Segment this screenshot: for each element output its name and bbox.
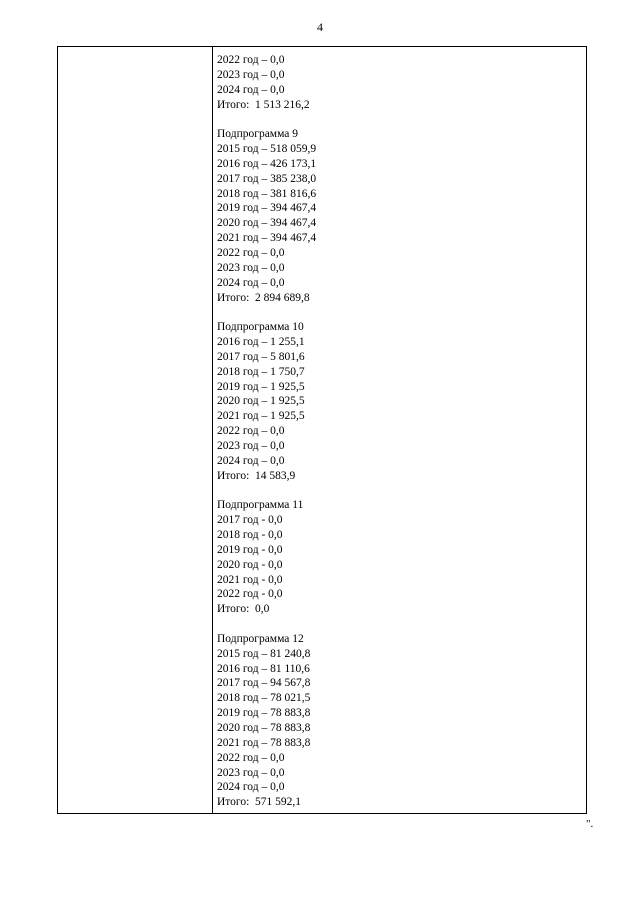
subprogram-total: Итого: 571 592,1 xyxy=(217,796,302,809)
funding-line: 2021 год – 394 467,4 xyxy=(217,232,317,245)
funding-line: 2016 год – 426 173,1 xyxy=(217,157,317,170)
funding-line: 2019 год – 394 467,4 xyxy=(217,202,317,215)
funding-table xyxy=(57,46,587,814)
funding-line: 2020 год - 0,0 xyxy=(217,558,283,571)
funding-line: 2022 год – 0,0 xyxy=(217,54,285,66)
subprogram-total: Итого: 0,0 xyxy=(217,603,270,616)
funding-line: 2023 год – 0,0 xyxy=(217,68,285,81)
funding-line: 2021 год - 0,0 xyxy=(217,573,283,586)
subprogram-block xyxy=(217,320,582,483)
funding-line: 2017 год – 5 801,6 xyxy=(217,350,305,363)
subprogram-block xyxy=(217,498,582,617)
blank-line xyxy=(217,483,582,498)
funding-line: 2015 год – 81 240,8 xyxy=(217,647,311,660)
closing-quote-mark: ". xyxy=(586,818,594,830)
funding-line: 2022 год - 0,0 xyxy=(217,588,283,601)
funding-line: 2024 год – 0,0 xyxy=(217,276,285,289)
funding-line: 2022 год – 0,0 xyxy=(217,751,285,764)
subprogram-list xyxy=(217,112,582,810)
funding-line: 2020 год – 394 467,4 xyxy=(217,217,317,230)
funding-line: 2019 год – 78 883,8 xyxy=(217,707,311,720)
funding-line: 2015 год – 518 059,9 xyxy=(217,143,317,156)
subprogram-title: Подпрограмма 12 xyxy=(217,632,304,645)
funding-line: 2018 год – 78 021,5 xyxy=(217,692,311,705)
funding-line: 2016 год – 81 110,6 xyxy=(217,662,310,675)
funding-line: 2018 год – 1 750,7 xyxy=(217,365,305,378)
funding-line: Итого: 1 513 216,2 xyxy=(217,98,310,111)
subprogram-block xyxy=(217,127,582,305)
continuation-block xyxy=(217,53,582,112)
subprogram-title: Подпрограмма 11 xyxy=(217,499,304,512)
funding-line: 2019 год - 0,0 xyxy=(217,543,283,556)
funding-line: 2017 год – 385 238,0 xyxy=(217,172,317,185)
subprogram-total: Итого: 14 583,9 xyxy=(217,469,296,482)
funding-line: 2017 год - 0,0 xyxy=(217,514,283,527)
funding-line: 2017 год – 94 567,8 xyxy=(217,677,311,690)
blank-line xyxy=(217,305,582,320)
funding-line: 2016 год – 1 255,1 xyxy=(217,336,305,349)
funding-line: 2019 год – 1 925,5 xyxy=(217,380,305,393)
blank-line xyxy=(217,617,582,632)
subprogram-block xyxy=(217,632,582,810)
funding-line: 2018 год - 0,0 xyxy=(217,529,283,541)
subprogram-title: Подпрограмма 10 xyxy=(217,321,304,334)
funding-line: 2023 год – 0,0 xyxy=(217,439,285,452)
table-left-cell xyxy=(58,47,213,813)
subprogram-total: Итого: 2 894 689,8 xyxy=(217,291,310,304)
funding-line: 2021 год – 1 925,5 xyxy=(217,410,305,423)
subprogram-title: Подпрограмма 9 xyxy=(217,128,299,141)
funding-line: 2022 год – 0,0 xyxy=(217,246,285,259)
funding-line: 2023 год – 0,0 xyxy=(217,766,285,779)
funding-line: 2020 год – 1 925,5 xyxy=(217,395,305,408)
funding-line: 2020 год – 78 883,8 xyxy=(217,721,311,734)
funding-line: 2018 год – 381 816,6 xyxy=(217,187,317,200)
blank-line xyxy=(217,112,582,127)
funding-line: 2021 год – 78 883,8 xyxy=(217,736,311,749)
funding-line: 2024 год – 0,0 xyxy=(217,83,285,96)
funding-line: 2024 год – 0,0 xyxy=(217,781,285,794)
page-number: 4 xyxy=(317,20,323,34)
funding-line: 2024 год – 0,0 xyxy=(217,454,285,467)
funding-line: 2022 год – 0,0 xyxy=(217,425,285,438)
funding-line: 2023 год – 0,0 xyxy=(217,261,285,274)
table-right-cell xyxy=(217,53,582,810)
